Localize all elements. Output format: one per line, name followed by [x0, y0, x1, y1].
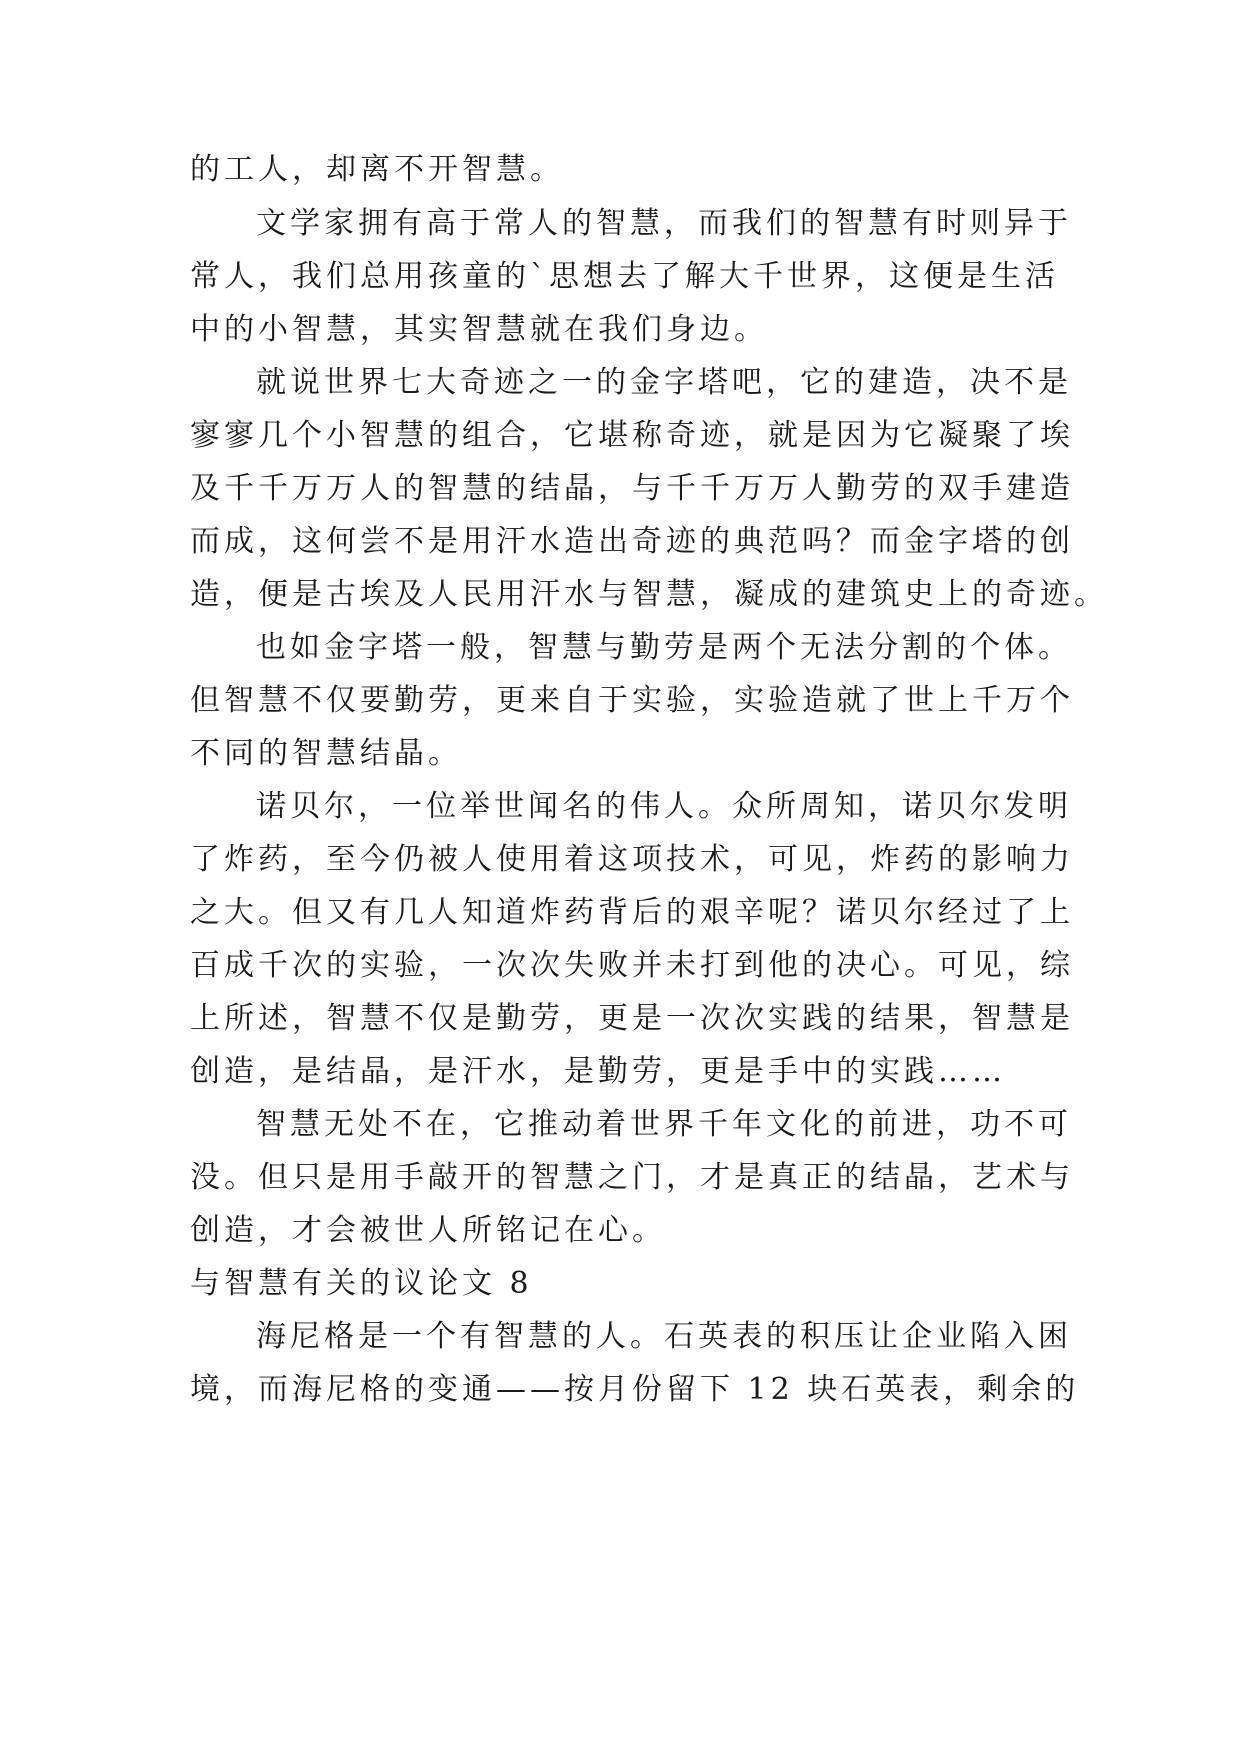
text-line: 之大。但又有几人知道炸药背后的艰辛呢？诺贝尔经过了上 — [190, 895, 1074, 930]
text-line: 创造，是结晶，是汗水，是勤劳，更是手中的实践…… — [190, 1054, 1006, 1089]
text-line: 不同的智慧结晶。 — [190, 736, 462, 771]
paragraph-first-line: 海尼格是一个有智慧的人。石英表的积压让企业陷入困 — [256, 1319, 1072, 1354]
paragraph-first-line: 智慧无处不在，它推动着世界千年文化的前进，功不可 — [256, 1107, 1072, 1142]
paragraph-first-line: 也如金字塔一般，智慧与勤劳是两个无法分割的个体。 — [256, 630, 1072, 665]
text-line: 没。但只是用手敲开的智慧之门，才是真正的结晶，艺术与 — [190, 1160, 1074, 1195]
text-line: 上所述，智慧不仅是勤劳，更是一次次实践的结果，智慧是 — [190, 1001, 1074, 1036]
text-line: 创造，才会被世人所铭记在心。 — [190, 1213, 666, 1248]
paragraph-first-line: 就说世界七大奇迹之一的金字塔吧，它的建造，决不是 — [256, 365, 1072, 400]
text-line: 百成千次的实验，一次次失败并未打到他的决心。可见，综 — [190, 948, 1074, 983]
text-line: 常人，我们总用孩童的`思想去了解大千世界，这便是生活 — [190, 259, 1059, 294]
text-line: 及千千万万人的智慧的结晶，与千千万万人勤劳的双手建造 — [190, 471, 1074, 506]
text-line: 造，便是古埃及人民用汗水与智慧，凝成的建筑史上的奇迹。 — [190, 577, 1108, 612]
text-line: 中的小智慧，其实智慧就在我们身边。 — [190, 312, 768, 347]
text-line: 境，而海尼格的变通——按月份留下 12 块石英表，剩余的 — [190, 1372, 1080, 1407]
text-line: 了炸药，至今仍被人使用着这项技术，可见，炸药的影响力 — [190, 842, 1074, 877]
paragraph-first-line: 诺贝尔，一位举世闻名的伟人。众所周知，诺贝尔发明 — [256, 789, 1072, 824]
text-line: 寥寥几个小智慧的组合，它堪称奇迹，就是因为它凝聚了埃 — [190, 418, 1074, 453]
section-heading: 与智慧有关的议论文 8 — [190, 1266, 533, 1301]
paragraph-first-line: 文学家拥有高于常人的智慧，而我们的智慧有时则异于 — [256, 206, 1072, 241]
text-line: 但智慧不仅要勤劳，更来自于实验，实验造就了世上千万个 — [190, 683, 1074, 718]
text-line: 而成，这何尝不是用汗水造出奇迹的典范吗？而金字塔的创 — [190, 524, 1074, 559]
text-line: 的工人，却离不开智慧。 — [190, 152, 564, 187]
